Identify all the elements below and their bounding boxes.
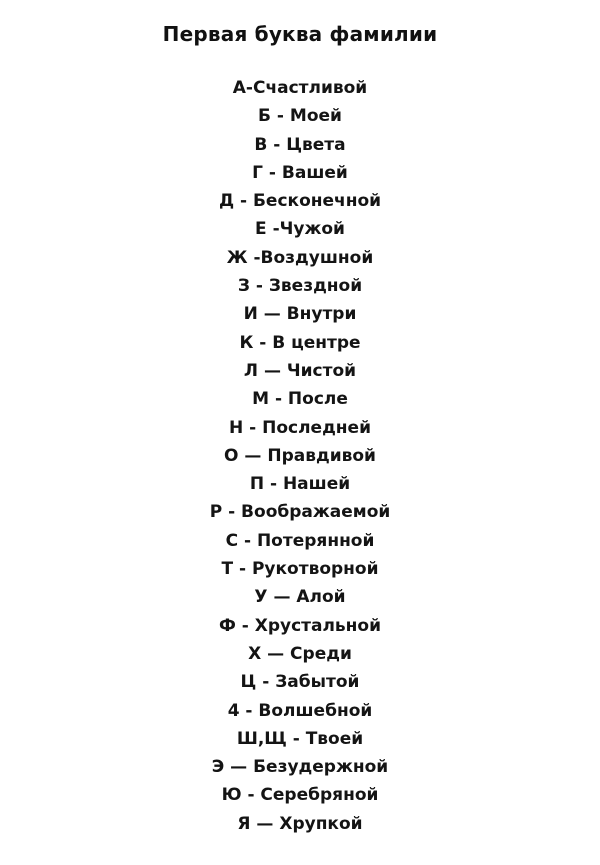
list-item: Ф - Хрустальной bbox=[218, 615, 382, 636]
list-item: Ш,Щ - Твоей bbox=[236, 728, 364, 749]
list-item: Э — Безудержной bbox=[211, 757, 389, 778]
list-item: 4 - Волшебной bbox=[227, 700, 373, 721]
list-item: Н - Последней bbox=[228, 417, 371, 438]
list-item: В - Цвета bbox=[254, 134, 346, 155]
list-item: П - Нашей bbox=[249, 474, 351, 495]
list-item: Ж -Воздушной bbox=[226, 247, 374, 268]
list-item: З - Звездной bbox=[237, 276, 363, 297]
list-item: С - Потерянной bbox=[225, 530, 375, 551]
list-item: Ц - Забытой bbox=[240, 672, 360, 693]
list-item: И — Внутри bbox=[243, 304, 357, 325]
letter-meaning-list bbox=[0, 74, 600, 838]
list-item: А-Счастливой bbox=[232, 78, 368, 98]
list-item: Д - Бесконечной bbox=[218, 191, 382, 212]
list-item: Г - Вашей bbox=[252, 162, 348, 183]
list-item: Е -Чужой bbox=[255, 219, 345, 240]
list-item: Р - Воображаемой bbox=[209, 502, 391, 523]
list-item: Л — Чистой bbox=[243, 360, 357, 381]
list-item: Ю - Серебряной bbox=[221, 785, 379, 806]
list-item: М - После bbox=[252, 389, 348, 410]
list-item: К - В центре bbox=[239, 332, 361, 353]
list-item: Б - Моей bbox=[258, 106, 342, 127]
list-item: О — Правдивой bbox=[224, 445, 376, 466]
page-title: Первая буква фамилии bbox=[162, 22, 438, 46]
list-item: У — Алой bbox=[254, 587, 346, 608]
list-item: Х — Среди bbox=[248, 643, 352, 664]
list-item: Я — Хрупкой bbox=[237, 813, 363, 834]
list-item: Т - Рукотворной bbox=[221, 559, 379, 580]
